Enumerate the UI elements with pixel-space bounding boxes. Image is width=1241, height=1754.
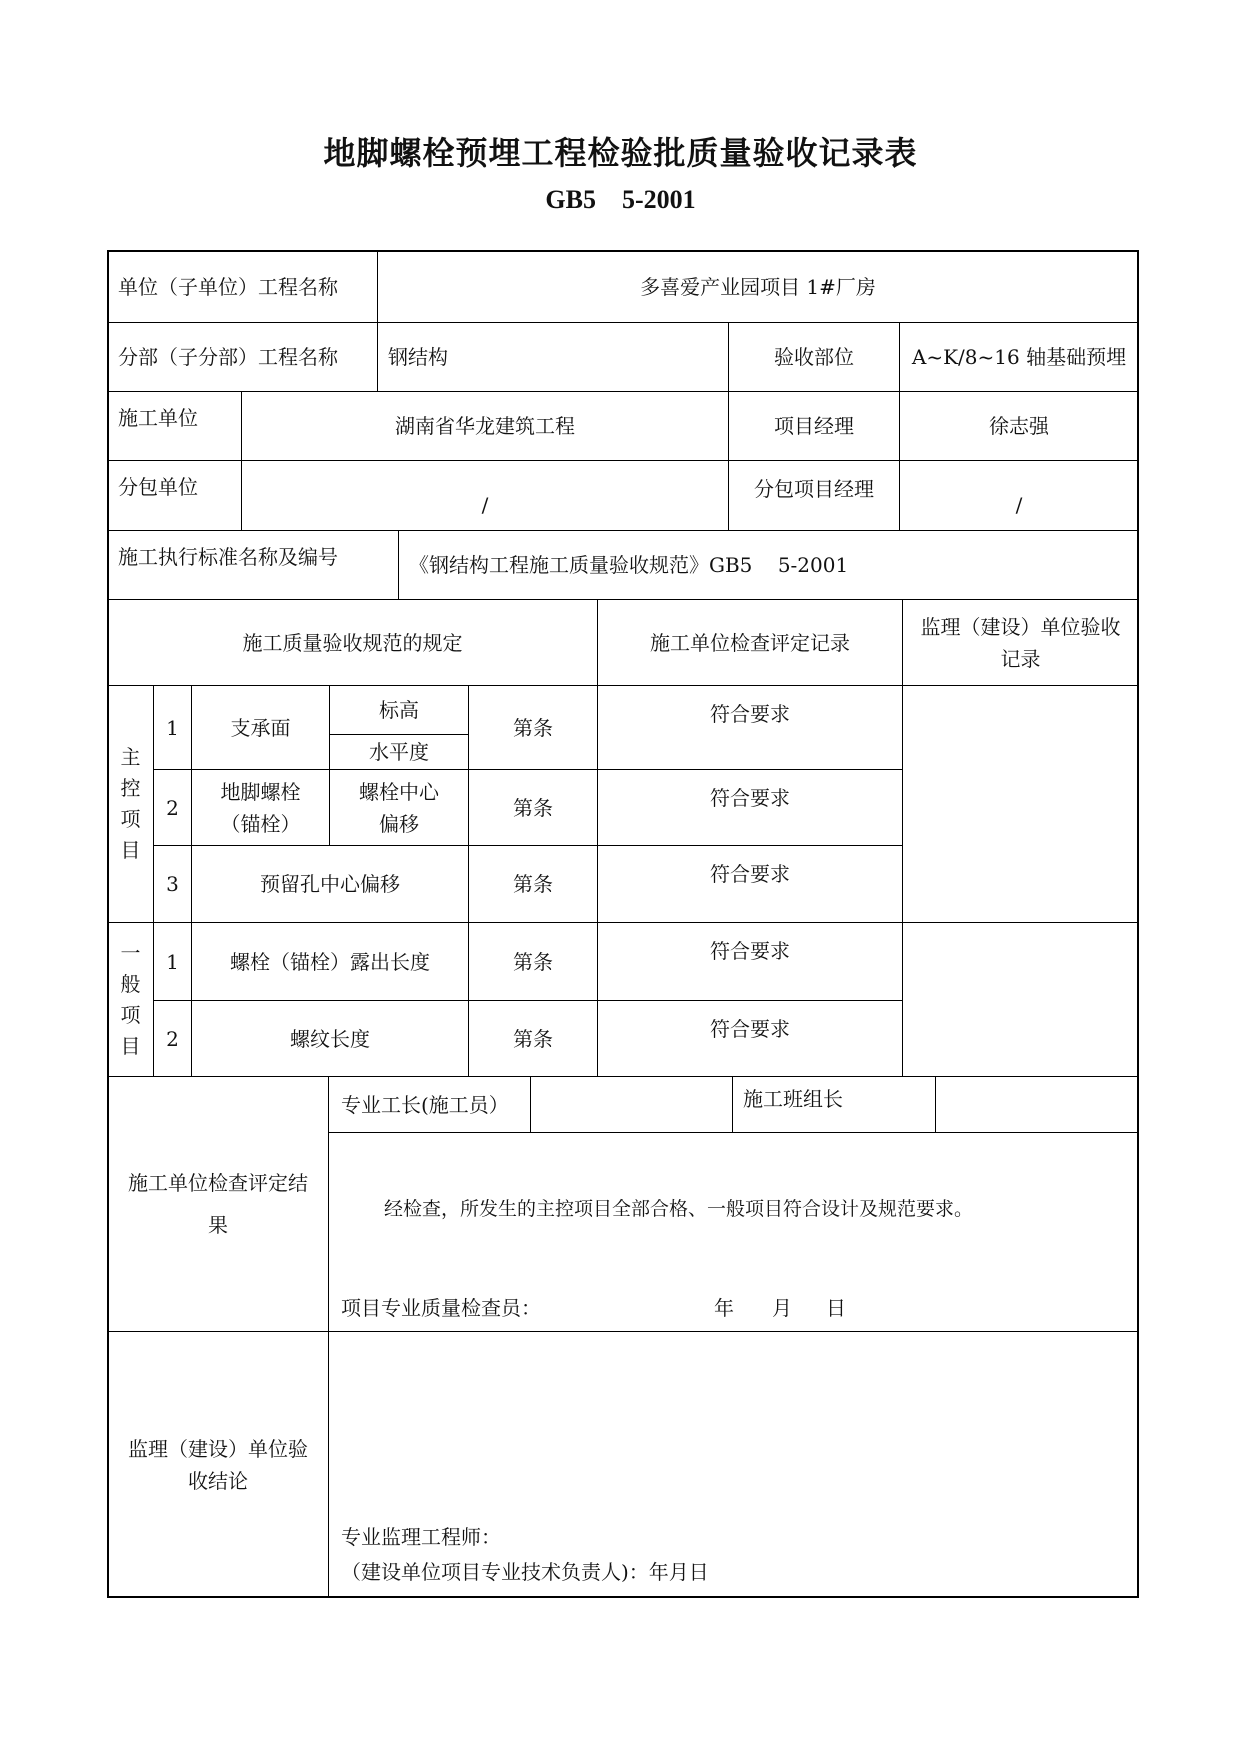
project-manager-value: 徐志强 [899, 391, 1139, 461]
subcontractor-label: 分包单位 [107, 460, 242, 531]
team-leader-value [935, 1076, 1139, 1133]
main-control-char: 目 [120, 838, 141, 862]
supervisor-conclusion-label [107, 1331, 329, 1598]
general-items-char: 目 [120, 1033, 141, 1058]
main-item-2-name: 地脚螺栓（锚栓） [191, 769, 330, 846]
general-item-2-clause: 第条 [468, 1000, 598, 1077]
general-item-1-result: 符合要求 [597, 922, 903, 1001]
contractor-check-label [107, 1076, 329, 1332]
contractor-conclusion: 经检查，所发生的主控项目全部合格、一般项目符合设计及规范要求。 [384, 1198, 974, 1220]
general-item-1-no: 1 [153, 922, 192, 1001]
main-item-1-clause: 第条 [468, 685, 598, 770]
main-item-3-name: 预留孔中心偏移 [191, 845, 469, 923]
general-items-char: 般 [120, 971, 141, 996]
unit-project-value: 多喜爱产业园项目 1#厂房 [377, 250, 1139, 323]
main-control-char: 控 [120, 776, 141, 800]
contractor-record-header: 施工单位检查评定记录 [597, 599, 903, 686]
main-item-3-clause: 第条 [468, 845, 598, 923]
supervisor-conclusion-label-text: 监理（建设）单位验收结论 [128, 1436, 308, 1493]
date-year: 年 [714, 1296, 734, 1320]
quality-inspector-label: 项目专业质量检查员： [341, 1296, 541, 1320]
foreman-value [530, 1076, 733, 1133]
owner-technical-lead-label: （建设单位项目专业技术负责人)：年月日 [341, 1560, 709, 1584]
main-item-2-clause: 第条 [468, 769, 598, 846]
date-day: 日 [826, 1296, 846, 1320]
document-title: 地脚螺栓预埋工程检验批质量验收记录表 [323, 134, 918, 172]
main-control-char: 项 [120, 807, 141, 831]
sub-project-label: 分部（子分部）工程名称 [107, 322, 378, 392]
general-items-char: 项 [120, 1002, 141, 1027]
main-item-2-no: 2 [153, 769, 192, 846]
unit-project-label: 单位（子单位）工程名称 [107, 250, 378, 323]
general-items-char: 一 [120, 940, 141, 965]
subcontractor-value: / [241, 460, 729, 531]
team-leader-label: 施工班组长 [732, 1076, 936, 1133]
general-item-1-name: 螺栓（锚栓）露出长度 [191, 922, 469, 1001]
sub-project-manager-label: 分包项目经理 [728, 460, 900, 531]
main-item-3-no: 3 [153, 845, 192, 923]
main-item-1-sub-levelness: 水平度 [329, 734, 469, 770]
main-control-supervisor-record [902, 685, 1139, 923]
main-control-char: 主 [120, 745, 141, 769]
supervisor-record-header: 监理（建设）单位验收记录 [902, 599, 1139, 686]
main-item-2-sub: 螺栓中心偏移 [329, 769, 469, 846]
contractor-check-label-text: 施工单位检查评定结果 [128, 1171, 308, 1237]
general-item-2-result: 符合要求 [597, 1000, 903, 1077]
standard-label: 施工执行标准名称及编号 [107, 530, 399, 600]
general-item-2-name: 螺纹长度 [191, 1000, 469, 1077]
document-code: GB5 5-2001 [545, 185, 696, 214]
general-item-1-clause: 第条 [468, 922, 598, 1001]
construction-unit-label: 施工单位 [107, 391, 242, 461]
main-item-1-no: 1 [153, 685, 192, 770]
main-item-1-sub-elevation: 标高 [329, 685, 469, 735]
main-item-1-name: 支承面 [191, 685, 330, 770]
standard-value: 《钢结构工程施工质量验收规范》GB5 5-2001 [398, 530, 1139, 600]
acceptance-part-value: A~K/8~16 轴基础预埋 [899, 322, 1139, 392]
general-items-label [107, 922, 154, 1077]
sub-project-value: 钢结构 [377, 322, 729, 392]
acceptance-part-label: 验收部位 [728, 322, 900, 392]
main-item-3-result: 符合要求 [597, 845, 903, 923]
main-item-1-result: 符合要求 [597, 685, 903, 770]
contractor-conclusion-area [328, 1132, 1139, 1332]
project-manager-label: 项目经理 [728, 391, 900, 461]
construction-unit-value: 湖南省华龙建筑工程 [241, 391, 729, 461]
sub-project-manager-value: / [899, 460, 1139, 531]
supervisor-conclusion-area [328, 1331, 1139, 1598]
main-item-2-result: 符合要求 [597, 769, 903, 846]
general-supervisor-record [902, 922, 1139, 1077]
general-item-2-no: 2 [153, 1000, 192, 1077]
supervising-engineer-label: 专业监理工程师： [341, 1525, 501, 1549]
spec-header: 施工质量验收规范的规定 [107, 599, 598, 686]
foreman-label: 专业工长(施工员） [328, 1076, 531, 1133]
date-month: 月 [772, 1296, 792, 1320]
main-control-label [107, 685, 154, 923]
